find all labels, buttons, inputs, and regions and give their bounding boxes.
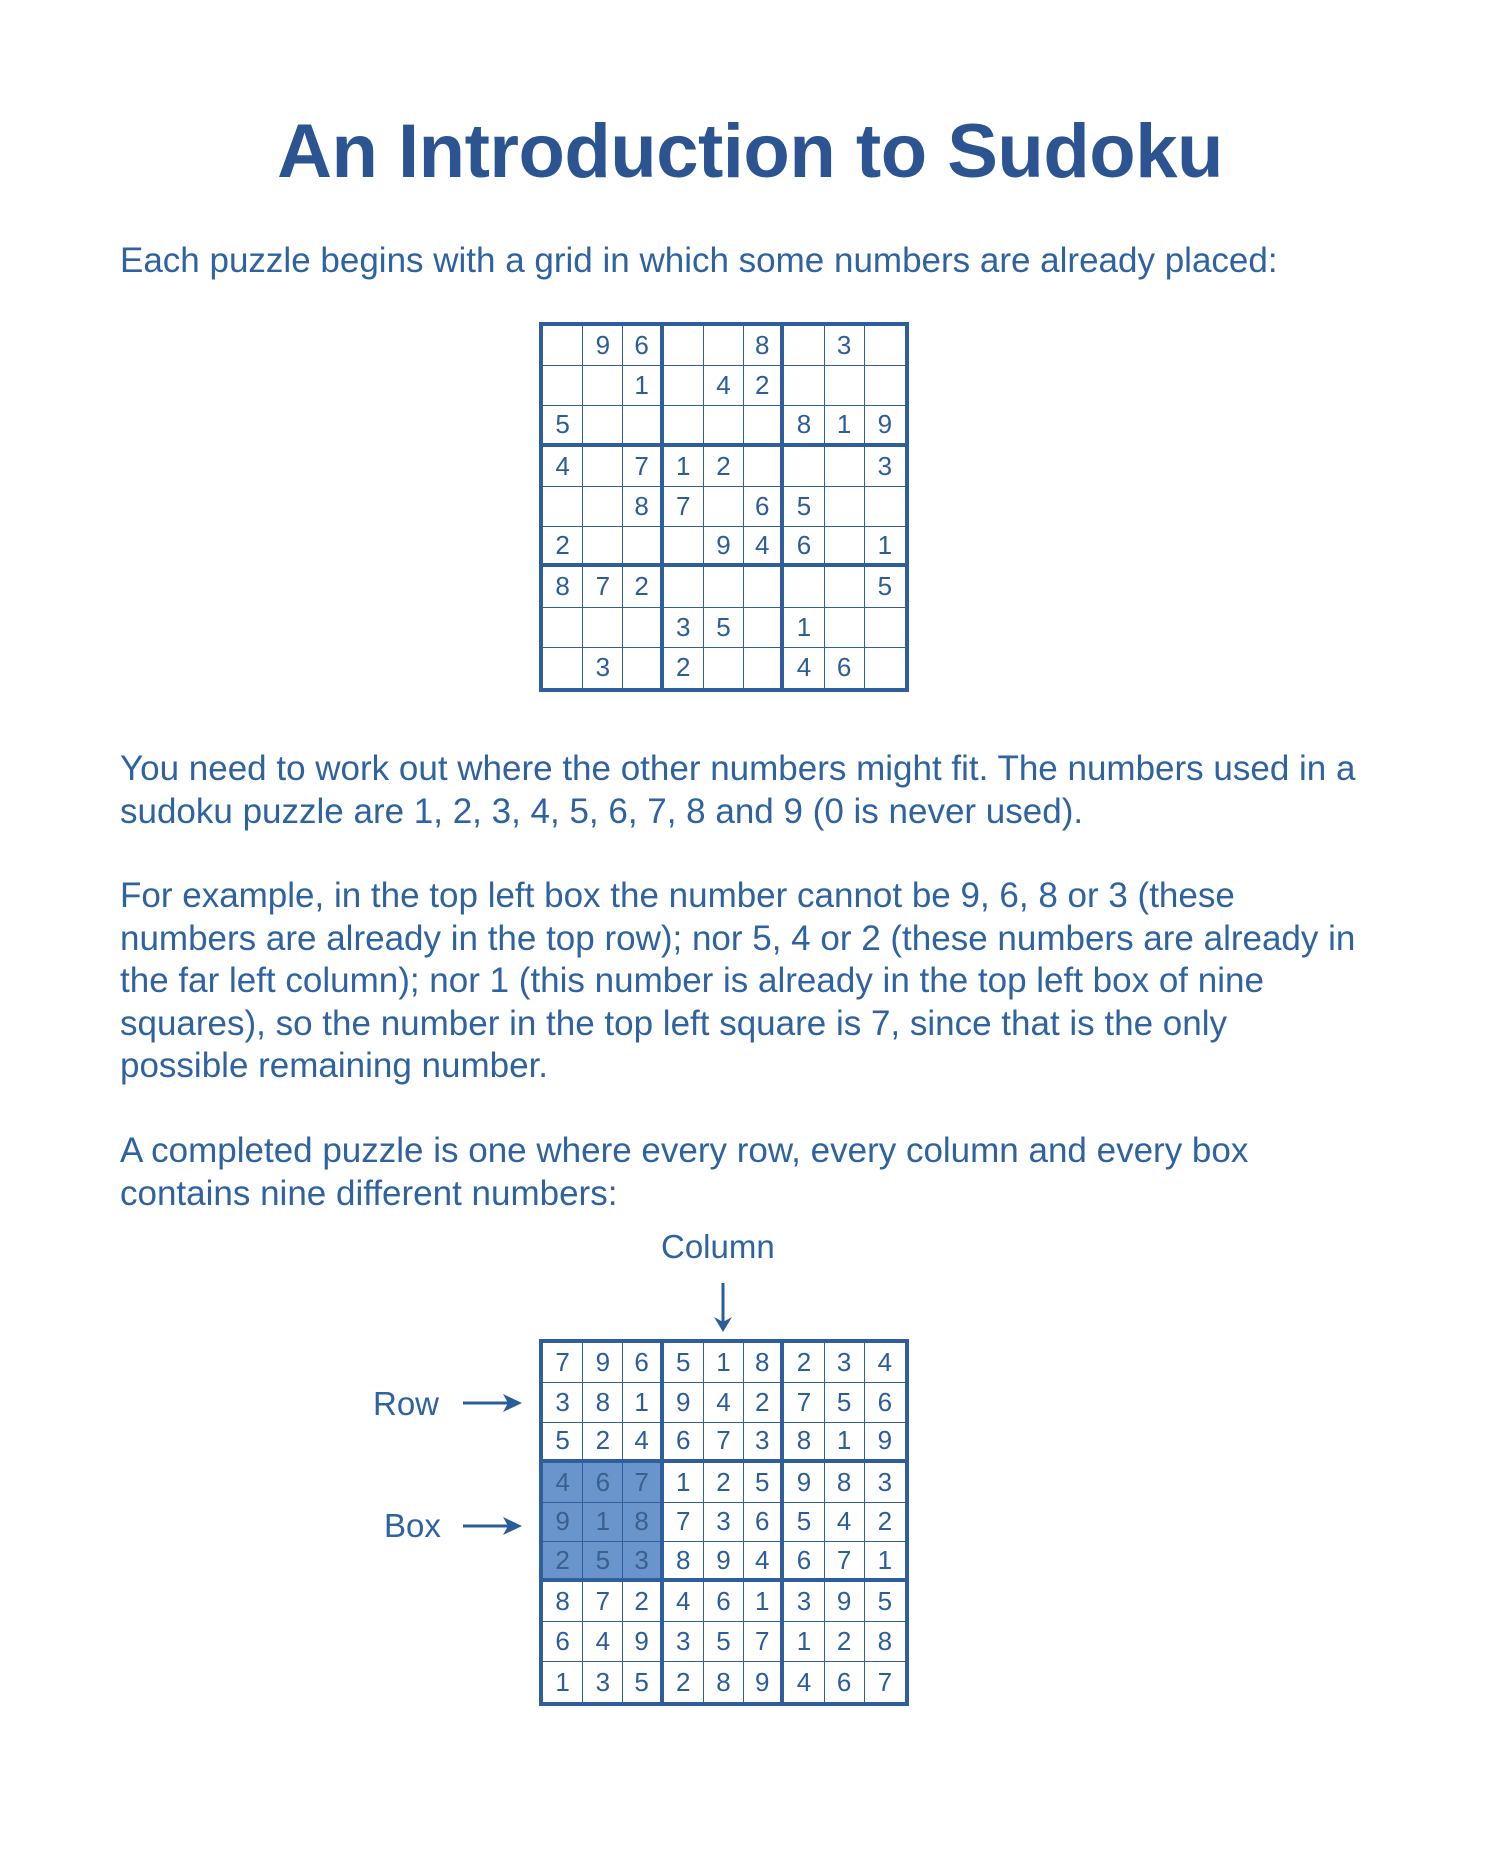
sudoku-cell: 3 bbox=[664, 608, 704, 648]
sudoku-cell bbox=[583, 608, 623, 648]
sudoku-cell: 4 bbox=[865, 1343, 905, 1383]
sudoku-cell: 9 bbox=[664, 1383, 704, 1423]
sudoku-cell: 7 bbox=[583, 1582, 623, 1622]
sudoku-cell: 1 bbox=[865, 527, 905, 567]
sudoku-cell: 1 bbox=[825, 406, 865, 446]
sudoku-cell: 9 bbox=[865, 1423, 905, 1463]
sudoku-cell: 4 bbox=[704, 366, 744, 406]
sudoku-cell: 2 bbox=[623, 1582, 663, 1622]
box-label: Box bbox=[384, 1507, 441, 1544]
sudoku-cell: 2 bbox=[664, 1662, 704, 1702]
puzzle-grid bbox=[539, 322, 909, 692]
sudoku-cell: 6 bbox=[664, 1423, 704, 1463]
sudoku-cell bbox=[543, 608, 583, 648]
sudoku-cell: 6 bbox=[825, 1662, 865, 1702]
sudoku-cell: 1 bbox=[623, 366, 663, 406]
sudoku-cell: 5 bbox=[865, 567, 905, 607]
sudoku-cell: 3 bbox=[543, 1383, 583, 1423]
sudoku-cell bbox=[704, 648, 744, 688]
sudoku-cell: 8 bbox=[704, 1662, 744, 1702]
sudoku-cell: 3 bbox=[865, 1463, 905, 1503]
sudoku-cell: 7 bbox=[664, 1503, 704, 1543]
sudoku-cell bbox=[784, 567, 824, 607]
sudoku-cell bbox=[865, 366, 905, 406]
sudoku-cell: 7 bbox=[784, 1383, 824, 1423]
sudoku-cell: 9 bbox=[704, 527, 744, 567]
sudoku-cell: 6 bbox=[784, 1542, 824, 1582]
sudoku-cell bbox=[623, 406, 663, 446]
sudoku-cell: 3 bbox=[825, 1343, 865, 1383]
sudoku-cell bbox=[825, 366, 865, 406]
sudoku-cell bbox=[543, 326, 583, 366]
sudoku-cell bbox=[623, 527, 663, 567]
sudoku-cell: 9 bbox=[704, 1542, 744, 1582]
sudoku-cell: 8 bbox=[623, 1503, 663, 1543]
sudoku-cell: 4 bbox=[784, 1662, 824, 1702]
sudoku-cell: 7 bbox=[623, 1463, 663, 1503]
sudoku-cell: 5 bbox=[784, 487, 824, 527]
sudoku-cell: 8 bbox=[583, 1383, 623, 1423]
column-label: Column bbox=[661, 1228, 775, 1265]
sudoku-cell: 5 bbox=[825, 1383, 865, 1423]
sudoku-cell bbox=[543, 366, 583, 406]
sudoku-cell: 7 bbox=[543, 1343, 583, 1383]
sudoku-cell: 1 bbox=[664, 1463, 704, 1503]
sudoku-cell: 6 bbox=[744, 487, 784, 527]
sudoku-cell: 8 bbox=[623, 487, 663, 527]
sudoku-cell bbox=[744, 608, 784, 648]
sudoku-cell: 9 bbox=[583, 326, 623, 366]
sudoku-cell: 5 bbox=[543, 1423, 583, 1463]
sudoku-cell: 5 bbox=[704, 1622, 744, 1662]
sudoku-cell: 7 bbox=[704, 1423, 744, 1463]
sudoku-cell bbox=[583, 487, 623, 527]
sudoku-cell: 3 bbox=[664, 1622, 704, 1662]
sudoku-cell: 8 bbox=[825, 1463, 865, 1503]
sudoku-cell: 6 bbox=[784, 527, 824, 567]
right-arrow-icon bbox=[461, 1391, 523, 1415]
right-arrow-icon bbox=[461, 1514, 523, 1538]
sudoku-cell: 8 bbox=[784, 406, 824, 446]
sudoku-cell: 6 bbox=[543, 1622, 583, 1662]
sudoku-cell: 3 bbox=[623, 1542, 663, 1582]
sudoku-cell bbox=[825, 487, 865, 527]
sudoku-cell bbox=[704, 406, 744, 446]
sudoku-cell bbox=[865, 648, 905, 688]
sudoku-cell: 9 bbox=[784, 1463, 824, 1503]
sudoku-cell: 1 bbox=[664, 447, 704, 487]
sudoku-cell: 2 bbox=[583, 1423, 623, 1463]
sudoku-cell: 1 bbox=[623, 1383, 663, 1423]
sudoku-cell bbox=[825, 447, 865, 487]
sudoku-cell: 8 bbox=[543, 1582, 583, 1622]
sudoku-cell: 4 bbox=[543, 1463, 583, 1503]
sudoku-cell: 5 bbox=[704, 608, 744, 648]
sudoku-cell: 5 bbox=[623, 1662, 663, 1702]
sudoku-cell: 4 bbox=[583, 1622, 623, 1662]
sudoku-cell bbox=[623, 648, 663, 688]
sudoku-cell bbox=[744, 648, 784, 688]
example-explanation-text: For example, in the top left box the number cannot be 9, 6, 8 or 3 (these numbers are already in the top row); nor 5, 4 or 2 (these numbers are already in the far left column); nor 1 (this number is already in the top left box of nine squares), so the number in the top left square is 7, since that is the only possible remaining number. bbox=[120, 876, 1356, 1085]
sudoku-cell: 5 bbox=[784, 1503, 824, 1543]
sudoku-cell bbox=[583, 527, 623, 567]
intro-text: Each puzzle begins with a grid in which some numbers are already placed: bbox=[120, 241, 1278, 280]
numbers-explanation-text: You need to work out where the other numbers might fit. The numbers used in a sudoku puzzle are 1, 2, 3, 4, 5, 6, 7, 8 and 9 (0 is never used). bbox=[120, 749, 1356, 831]
sudoku-cell: 4 bbox=[744, 1542, 784, 1582]
sudoku-cell bbox=[704, 326, 744, 366]
down-arrow-icon bbox=[710, 1281, 736, 1333]
sudoku-cell bbox=[664, 527, 704, 567]
sudoku-cell: 8 bbox=[865, 1622, 905, 1662]
sudoku-cell: 1 bbox=[543, 1662, 583, 1702]
sudoku-cell bbox=[865, 487, 905, 527]
sudoku-cell bbox=[704, 567, 744, 607]
sudoku-cell: 6 bbox=[623, 326, 663, 366]
sudoku-cell: 1 bbox=[704, 1343, 744, 1383]
sudoku-cell: 8 bbox=[543, 567, 583, 607]
sudoku-cell: 8 bbox=[744, 326, 784, 366]
sudoku-cell: 6 bbox=[865, 1383, 905, 1423]
sudoku-cell bbox=[543, 648, 583, 688]
sudoku-cell: 6 bbox=[623, 1343, 663, 1383]
completed-puzzle-text: A completed puzzle is one where every row, every column and every box contains nine different numbers: bbox=[120, 1131, 1249, 1213]
sudoku-cell: 1 bbox=[865, 1542, 905, 1582]
sudoku-cell: 3 bbox=[865, 447, 905, 487]
sudoku-cell: 2 bbox=[784, 1343, 824, 1383]
sudoku-cell bbox=[664, 366, 704, 406]
sudoku-cell: 4 bbox=[784, 648, 824, 688]
sudoku-cell: 5 bbox=[664, 1343, 704, 1383]
sudoku-cell bbox=[583, 447, 623, 487]
sudoku-cell: 1 bbox=[784, 1622, 824, 1662]
sudoku-cell: 2 bbox=[543, 527, 583, 567]
sudoku-cell: 1 bbox=[744, 1582, 784, 1622]
sudoku-cell: 3 bbox=[583, 1662, 623, 1702]
sudoku-cell: 7 bbox=[825, 1542, 865, 1582]
sudoku-cell: 9 bbox=[825, 1582, 865, 1622]
sudoku-cell bbox=[825, 567, 865, 607]
sudoku-cell bbox=[784, 366, 824, 406]
sudoku-cell: 4 bbox=[744, 527, 784, 567]
sudoku-cell: 4 bbox=[623, 1423, 663, 1463]
sudoku-cell: 7 bbox=[744, 1622, 784, 1662]
sudoku-cell bbox=[664, 406, 704, 446]
sudoku-cell: 9 bbox=[865, 406, 905, 446]
sudoku-cell: 3 bbox=[825, 326, 865, 366]
sudoku-cell bbox=[623, 608, 663, 648]
sudoku-cell: 2 bbox=[543, 1542, 583, 1582]
sudoku-cell: 9 bbox=[623, 1622, 663, 1662]
sudoku-cell: 3 bbox=[784, 1582, 824, 1622]
sudoku-cell: 9 bbox=[583, 1343, 623, 1383]
sudoku-cell: 2 bbox=[704, 447, 744, 487]
sudoku-cell: 1 bbox=[583, 1503, 623, 1543]
sudoku-cell: 2 bbox=[865, 1503, 905, 1543]
sudoku-cell: 3 bbox=[744, 1423, 784, 1463]
sudoku-cell bbox=[865, 326, 905, 366]
sudoku-cell bbox=[865, 608, 905, 648]
sudoku-cell: 2 bbox=[825, 1622, 865, 1662]
sudoku-cell bbox=[704, 487, 744, 527]
sudoku-cell bbox=[744, 447, 784, 487]
row-label: Row bbox=[373, 1385, 440, 1422]
sudoku-cell: 9 bbox=[543, 1503, 583, 1543]
sudoku-cell bbox=[825, 608, 865, 648]
sudoku-cell: 2 bbox=[704, 1463, 744, 1503]
sudoku-cell: 1 bbox=[825, 1423, 865, 1463]
sudoku-cell: 7 bbox=[623, 447, 663, 487]
sudoku-cell: 8 bbox=[744, 1343, 784, 1383]
sudoku-cell: 4 bbox=[664, 1582, 704, 1622]
sudoku-cell: 9 bbox=[744, 1662, 784, 1702]
sudoku-cell: 3 bbox=[583, 648, 623, 688]
sudoku-cell bbox=[784, 326, 824, 366]
sudoku-cell: 7 bbox=[877, 1666, 893, 1697]
sudoku-cell bbox=[664, 567, 704, 607]
sudoku-cell: 7 bbox=[583, 567, 623, 607]
sudoku-cell bbox=[825, 527, 865, 567]
sudoku-cell: 6 bbox=[704, 1582, 744, 1622]
sudoku-cell: 6 bbox=[825, 648, 865, 688]
sudoku-cell: 5 bbox=[583, 1542, 623, 1582]
page-title: An Introduction to Sudoku bbox=[277, 109, 1223, 194]
sudoku-cell: 2 bbox=[744, 1383, 784, 1423]
sudoku-cell: 2 bbox=[664, 648, 704, 688]
solution-grid bbox=[539, 1339, 909, 1706]
sudoku-cell: 1 bbox=[784, 608, 824, 648]
sudoku-cell bbox=[664, 326, 704, 366]
sudoku-cell: 4 bbox=[704, 1383, 744, 1423]
sudoku-cell: 5 bbox=[865, 1582, 905, 1622]
sudoku-cell bbox=[784, 447, 824, 487]
sudoku-cell: 5 bbox=[543, 406, 583, 446]
sudoku-cell: 4 bbox=[825, 1503, 865, 1543]
sudoku-cell bbox=[543, 487, 583, 527]
sudoku-cell: 8 bbox=[784, 1423, 824, 1463]
sudoku-cell: 6 bbox=[744, 1503, 784, 1543]
sudoku-cell: 4 bbox=[543, 447, 583, 487]
sudoku-cell bbox=[744, 406, 784, 446]
sudoku-cell bbox=[583, 366, 623, 406]
sudoku-cell: 8 bbox=[664, 1542, 704, 1582]
sudoku-cell: 6 bbox=[583, 1463, 623, 1503]
sudoku-cell: 7 bbox=[664, 487, 704, 527]
sudoku-cell: 3 bbox=[704, 1503, 744, 1543]
sudoku-cell bbox=[583, 406, 623, 446]
sudoku-cell bbox=[744, 567, 784, 607]
sudoku-cell: 2 bbox=[623, 567, 663, 607]
sudoku-cell: 2 bbox=[744, 366, 784, 406]
sudoku-cell: 5 bbox=[744, 1463, 784, 1503]
